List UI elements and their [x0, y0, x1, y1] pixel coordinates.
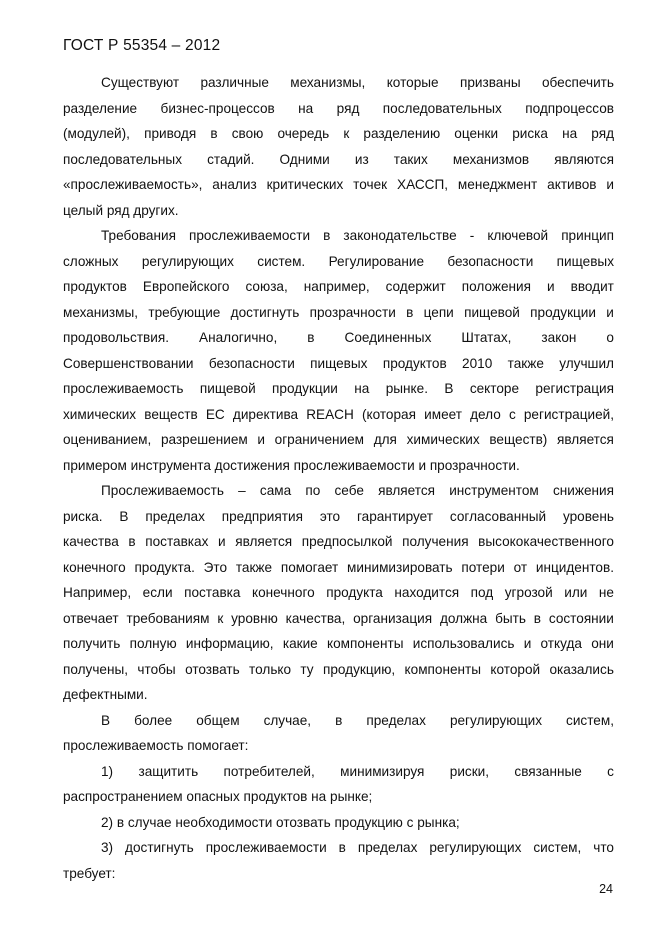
text-line: 2) в случае необходимости отозвать продукцию с рынка;	[101, 814, 460, 830]
text-line: отвечает требованиям к уровню качества, организация должна быть в состоянии	[63, 610, 614, 626]
text-line: прослеживаемость пищевой продукции на рынке. В секторе регистрация	[63, 381, 614, 396]
text-line: Требования прослеживаемости в законодательстве - ключевой принцип	[101, 228, 614, 243]
text-line: разделение бизнес-процессов на ряд последовательных подпроцессов	[63, 100, 614, 116]
text-line: распространением опасных продуктов на рынке;	[63, 789, 373, 804]
text-line: механизмы, требующие достигнуть прозрачности в цепи пищевой продукции и	[63, 304, 614, 320]
document-header: ГОСТ Р 55354 – 2012	[63, 37, 221, 54]
text-line: риска. В пределах предприятия это гарантирует согласованный уровень	[63, 508, 614, 524]
text-line: Например, если поставка конечного продукта находится под угрозой или не	[63, 585, 614, 600]
text-line: Прослеживаемость – сама по себе является инструментом снижения	[101, 483, 614, 498]
text-line: получить полную информацию, какие компоненты использовались и откуда они	[63, 636, 614, 651]
text-line: (модулей), приводя в свою очередь к разделению оценки риска на ряд	[63, 126, 614, 141]
text-line: последовательных стадий. Одними из таких механизмов являются	[63, 151, 614, 167]
text-line: конечного продукта. Это также помогает минимизировать потери от инцидентов.	[63, 559, 614, 575]
text-line: оцениванием, разрешением и ограничением для химических веществ) является	[63, 432, 614, 447]
text-line: 1) защитить потребителей, минимизируя риски, связанные с	[101, 763, 614, 779]
text-line: сложных регулирующих систем. Регулирование безопасности пищевых	[63, 253, 614, 269]
text-line: дефектными.	[63, 687, 148, 702]
document-body	[63, 70, 614, 886]
page-number: 24	[599, 882, 613, 896]
text-line: химических веществ ЕС директива REACH (которая имеет дело с регистрацией,	[63, 406, 614, 422]
text-line: требует:	[63, 865, 116, 881]
text-line: Существуют различные механизмы, которые призваны обеспечить	[101, 75, 614, 90]
text-line: «прослеживаемость», анализ критических точек ХАССП, менеджмент активов и	[63, 177, 614, 192]
text-line: продовольствия. Аналогично, в Соединенных Штатах, закон о	[63, 330, 614, 345]
text-line: продуктов Европейского союза, например, содержит положения и вводит	[63, 279, 614, 294]
text-line: 3) достигнуть прослеживаемости в пределах регулирующих систем, что	[101, 840, 614, 855]
text-line: получены, чтобы отозвать только ту продукцию, компоненты которой оказались	[63, 661, 614, 677]
text-line: качества в поставках и является предпосылкой получения высококачественного	[63, 534, 614, 549]
text-line: В более общем случае, в пределах регулирующих систем,	[101, 712, 614, 728]
text-line: целый ряд других.	[63, 202, 179, 218]
text-line: Совершенствовании безопасности пищевых продуктов 2010 также улучшил	[63, 355, 614, 371]
text-line: примером инструмента достижения прослеживаемости и прозрачности.	[63, 457, 520, 473]
text-line: прослеживаемость помогает:	[63, 738, 249, 753]
